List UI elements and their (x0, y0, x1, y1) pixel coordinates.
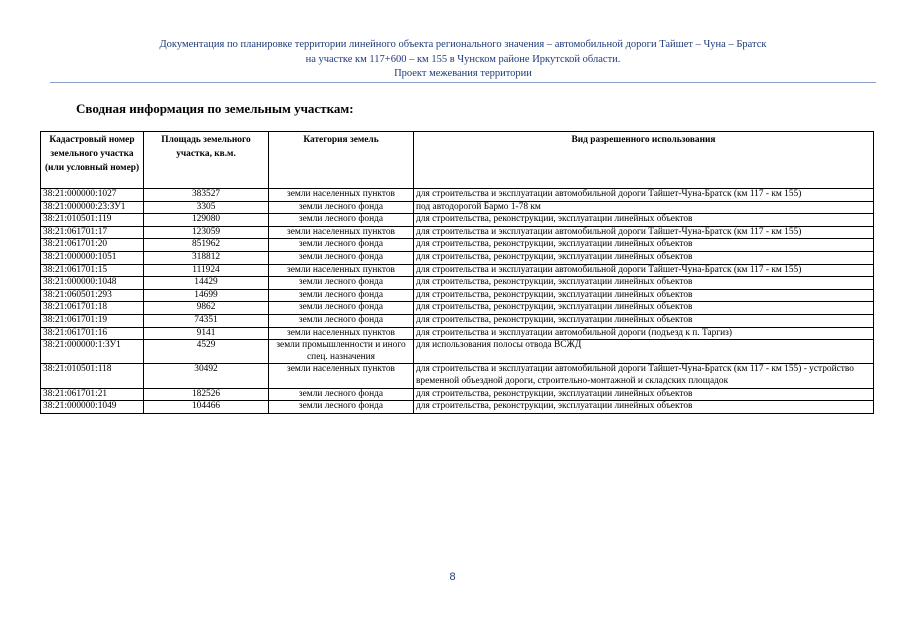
land-category-cell: земли населенных пунктов (269, 327, 414, 340)
permitted-use-cell: для строительства и эксплуатации автомобильной дороги (подъезд к п. Таргиз) (414, 327, 874, 340)
area-cell: 318812 (144, 251, 269, 264)
land-parcels-table (40, 131, 874, 414)
land-category-cell: земли лесного фонда (269, 289, 414, 302)
cadastral-number-cell: 38:21:061701:21 (41, 388, 144, 401)
table-row (41, 388, 874, 401)
table-row (41, 327, 874, 340)
cadastral-number-cell: 38:21:000000:1049 (41, 401, 144, 414)
cadastral-number-cell: 38:21:061701:19 (41, 314, 144, 327)
permitted-use-cell: для строительства, реконструкции, эксплуатации линейных объектов (414, 302, 874, 315)
land-category-cell: земли населенных пунктов (269, 264, 414, 277)
permitted-use-cell: для строительства, реконструкции, эксплуатации линейных объектов (414, 214, 874, 227)
area-cell: 111924 (144, 264, 269, 277)
land-category-cell: земли населенных пунктов (269, 189, 414, 202)
land-category-cell: земли лесного фонда (269, 401, 414, 414)
cadastral-number-cell: 38:21:060501:293 (41, 289, 144, 302)
table-row (41, 189, 874, 202)
area-cell: 851962 (144, 239, 269, 252)
header-line-2: на участке км 117+600 – км 155 в Чунском районе Иркутской области. (305, 53, 621, 65)
land-category-cell: земли лесного фонда (269, 251, 414, 264)
cadastral-number-cell: 38:21:000000:1051 (41, 251, 144, 264)
table-row (41, 314, 874, 327)
table-row (41, 226, 874, 239)
table-row (41, 289, 874, 302)
table-row (41, 401, 874, 414)
header-cadastral-number: Кадастровый номер земельного участка (или условный номер) (41, 132, 144, 189)
section-title: Сводная информация по земельным участкам: (76, 101, 354, 116)
cadastral-number-cell: 38:21:061701:16 (41, 327, 144, 340)
table-header-row (41, 132, 874, 189)
header-area: Площадь земельного участка, кв.м. (144, 132, 269, 189)
table-row (41, 201, 874, 214)
area-cell: 14699 (144, 289, 269, 302)
permitted-use-cell: для строительства и эксплуатации автомобильной дороги Тайшет-Чуна-Братск (км 117 - км 155) (414, 264, 874, 277)
table-row (41, 251, 874, 264)
land-category-cell: земли лесного фонда (269, 314, 414, 327)
area-cell: 182526 (144, 388, 269, 401)
table-row (41, 302, 874, 315)
table-row (41, 239, 874, 252)
permitted-use-cell: для строительства, реконструкции, эксплуатации линейных объектов (414, 314, 874, 327)
header-divider (50, 82, 876, 83)
permitted-use-cell: для строительства и эксплуатации автомобильной дороги Тайшет-Чуна-Братск (км 117 - км 155) - устройство временной объездной дороги, строительно-монтажной и складских площадок (414, 364, 874, 388)
table-row (41, 214, 874, 227)
area-cell: 123059 (144, 226, 269, 239)
area-cell: 129080 (144, 214, 269, 227)
page-number: 8 (449, 571, 456, 583)
area-cell: 383527 (144, 189, 269, 202)
area-cell: 9862 (144, 302, 269, 315)
permitted-use-cell: для строительства, реконструкции, эксплуатации линейных объектов (414, 289, 874, 302)
permitted-use-cell: для строительства, реконструкции, эксплуатации линейных объектов (414, 401, 874, 414)
permitted-use-cell: для строительства, реконструкции, эксплуатации линейных объектов (414, 388, 874, 401)
permitted-use-cell: под автодорогой Бармо 1-78 км (414, 201, 874, 214)
table-row (41, 264, 874, 277)
land-category-cell: земли лесного фонда (269, 201, 414, 214)
cadastral-number-cell: 38:21:000000:1048 (41, 277, 144, 290)
cadastral-number-cell: 38:21:010501:119 (41, 214, 144, 227)
document-header (50, 38, 876, 82)
table-row (41, 340, 874, 364)
cadastral-number-cell: 38:21:000000:23:ЗУ1 (41, 201, 144, 214)
permitted-use-cell: для строительства и эксплуатации автомобильной дороги Тайшет-Чуна-Братск (км 117 - км 155) (414, 226, 874, 239)
permitted-use-cell: для строительства, реконструкции, эксплуатации линейных объектов (414, 277, 874, 290)
cadastral-number-cell: 38:21:000000:1027 (41, 189, 144, 202)
table-body (41, 189, 874, 414)
header-line-3: Проект межевания территории (394, 68, 532, 79)
land-category-cell: земли промышленности и иного спец. назначения (269, 340, 414, 364)
cadastral-number-cell: 38:21:061701:18 (41, 302, 144, 315)
cadastral-number-cell: 38:21:061701:20 (41, 239, 144, 252)
land-category-cell: земли населенных пунктов (269, 226, 414, 239)
permitted-use-cell: для строительства, реконструкции, эксплуатации линейных объектов (414, 251, 874, 264)
table-row (41, 277, 874, 290)
cadastral-number-cell: 38:21:010501:118 (41, 364, 144, 388)
land-category-cell: земли лесного фонда (269, 214, 414, 227)
permitted-use-cell: для строительства и эксплуатации автомобильной дороги Тайшет-Чуна-Братск (км 117 - км 155) (414, 189, 874, 202)
header-line-1: Документация по планировке территории линейного объекта регионального значения – автомобильной дороги Тайшет – Чуна – Братск (159, 39, 767, 50)
permitted-use-cell: для строительства, реконструкции, эксплуатации линейных объектов (414, 239, 874, 252)
cadastral-number-cell: 38:21:000000:1:ЗУ1 (41, 340, 144, 364)
land-category-cell: земли лесного фонда (269, 239, 414, 252)
header-land-category: Категория земель (269, 132, 414, 189)
area-cell: 104466 (144, 401, 269, 414)
area-cell: 14429 (144, 277, 269, 290)
permitted-use-cell: для использования полосы отвода ВСЖД (414, 340, 874, 364)
cadastral-number-cell: 38:21:061701:15 (41, 264, 144, 277)
table-row (41, 364, 874, 388)
land-category-cell: земли лесного фонда (269, 302, 414, 315)
area-cell: 4529 (144, 340, 269, 364)
area-cell: 30492 (144, 364, 269, 388)
land-category-cell: земли лесного фонда (269, 388, 414, 401)
land-category-cell: земли лесного фонда (269, 277, 414, 290)
header-permitted-use: Вид разрешенного использования (414, 132, 874, 189)
land-category-cell: земли населенных пунктов (269, 364, 414, 388)
area-cell: 3305 (144, 201, 269, 214)
cadastral-number-cell: 38:21:061701:17 (41, 226, 144, 239)
area-cell: 9141 (144, 327, 269, 340)
area-cell: 74351 (144, 314, 269, 327)
